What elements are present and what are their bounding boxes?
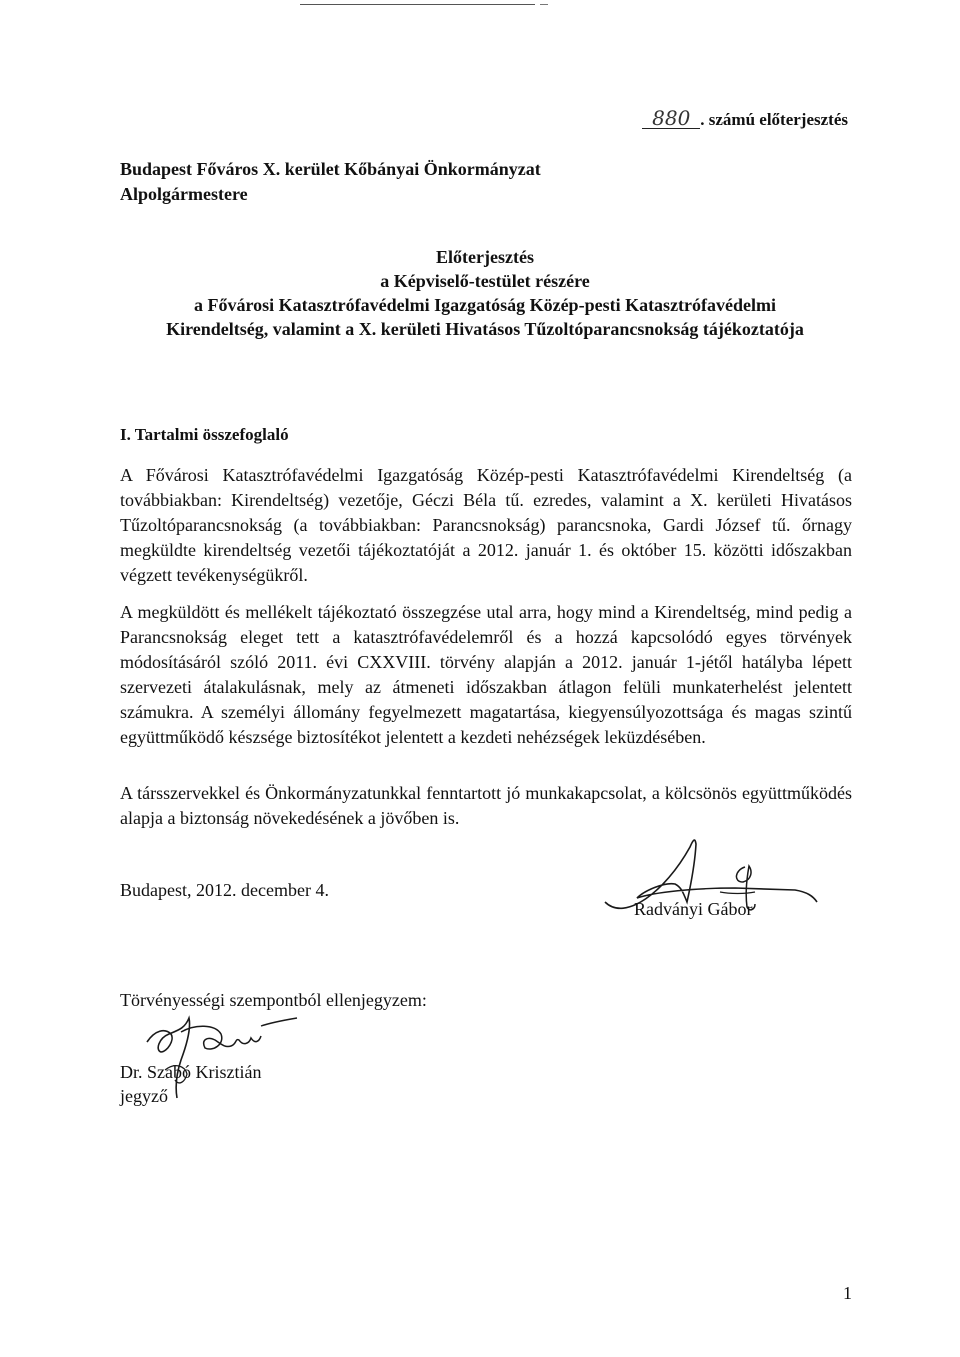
countersigner-role: jegyző (120, 1086, 168, 1106)
handwritten-number: 880 (642, 108, 700, 129)
paragraph-1: A Fővárosi Katasztrófavédelmi Igazgatóság Közép-pesti Katasztrófavédelmi Kirendeltség (a továbbiakban: Kirendeltség) vezetője, Géczi Béla tű. ezredes, valamint a X. kerületi Hivatásos Tűzoltóparancsnokság (a továbbiakban: Parancsnokság) parancsnoka, Gardi József tű. őrnagy megküldte kirendeltség vezetői tájékoztatóját a 2012. január 1. és október 15. közötti időszakban végzett tevékenységükről. (120, 465, 852, 585)
section-heading: I. Tartalmi összefoglaló (120, 425, 289, 444)
proposal-number-label: . számú előterjesztés (700, 110, 848, 129)
top-scan-rule (300, 4, 535, 5)
signing-date: Budapest, 2012. december 4. (120, 880, 329, 900)
signatory-name: Radványi Gábor (634, 899, 753, 919)
title-line-4: Kirendeltség, valamint a X. kerületi Hivatásos Tűzoltóparancsnokság tájékoztatója (166, 319, 804, 339)
top-scan-rule-fragment (540, 4, 548, 5)
paragraph-3: A társszervekkel és Önkormányzatunkkal fenntartott jó munkakapcsolat, a kölcsönös együttműködés alapja a biztonság növekedésének a jövőben is. (120, 783, 852, 828)
title-line-2: a Képviselő-testület részére (380, 271, 590, 291)
page-number: 1 (843, 1283, 852, 1303)
issuer-line-1: Budapest Főváros X. kerület Kőbányai Önkormányzat (120, 159, 541, 179)
issuer-block (120, 157, 541, 207)
title-line-1: Előterjesztés (436, 247, 534, 267)
title-line-3: a Fővárosi Katasztrófavédelmi Igazgatóság Közép-pesti Katasztrófavédelmi (193, 295, 777, 315)
countersign-label: Törvényességi szempontból ellenjegyzem: (120, 990, 427, 1010)
paragraph-2: A megküldött és mellékelt tájékoztató összegzése utal arra, hogy mind a Kirendeltség, mind pedig a Parancsnokság eleget tett a katasztrófavédelemről és a hozzá kapcsolódó egyes törvények módosításáról szóló 2011. évi CXXVIII. törvény alapján a 2012. január 1-jétől hatályba lépett szervezeti átalakulásnak, mely az átmeneti időszakban átlagon felüli munkaterhelést jelentett számukra. A személyi állomány fegyelmezett magatartása, kiegyensúlyozottsága és magas szintű együttműködő készsége biztosítékot jelentett a kezdeti nehézségek leküzdésében. (120, 602, 852, 747)
proposal-number (642, 108, 848, 130)
document-title (110, 245, 860, 341)
issuer-line-2: Alpolgármestere (120, 184, 248, 204)
countersigner-name: Dr. Szabó Krisztián (120, 1062, 262, 1082)
